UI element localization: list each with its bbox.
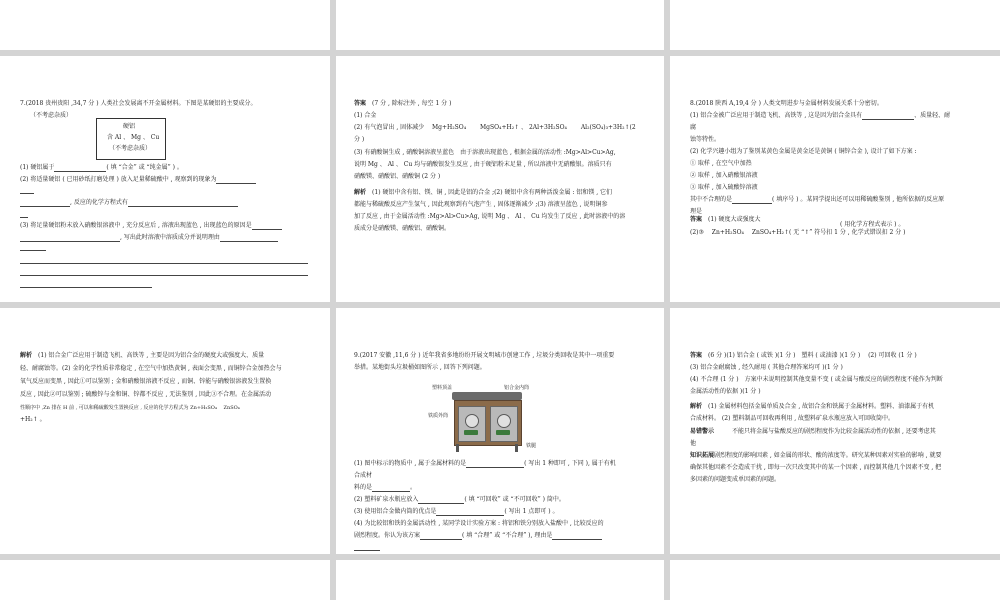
ans7-jx3: 加了反应 , 由于金属活动性 :Mg>Al>Cu>Ag, 说明 Mg 、 Al 、 Cu 均发生了反应 , 此时溶液中的溶: [354, 213, 626, 220]
bin-lid: [452, 392, 522, 400]
ans7-a3: (3) 有硝酸铜生成 , 硝酸铜溶液呈蓝色 由于溶液出现蓝色 , 根据金属的活动性 :Mg>Al>Cu>Ag,: [354, 149, 616, 156]
bin-leg: [456, 444, 459, 452]
ans9-warn: 易错警示 不能只将金属与盐酸反应的剧烈程度作为比较金属活动性的依据 , 还要考虑其: [690, 428, 936, 435]
jx8-l1: 解析 (1) 铝合金广泛应用于制造飞机、高铁等 , 主要是因为铝合金的硬度大或强度大、质量: [20, 352, 265, 359]
q7-s2: (2) 将适量硬铝 ( 已用砂纸打磨处理 ) 放入足量稀硫酸中 , 观察到的现象为: [20, 176, 256, 184]
q9-s2: (2) 塑料矿泉水瓶应放入 ( 填 “可回收” 或 “不可回收” ) 筒中。: [354, 496, 565, 503]
label-steel-outer: 铁质外筒: [428, 413, 449, 419]
q9-s1: (1) 图中标示的物质中 , 属于金属材料的是 ( 写出 1 种即可 , 下同 ), 属于有机: [354, 460, 616, 467]
q8-s3d: ( 用化学方程式表示 ) 。: [840, 221, 905, 228]
ans9-ext2: 确保其他因素不会造成干扰 , 即每一次只改变其中的某一个因素 , 而控制其他几个因素不变 , 把: [690, 464, 942, 471]
q8-o2: ② 取样 , 加入硝酸银溶液: [690, 172, 758, 179]
ans9-a1: (3) 铝合金耐腐蚀 , 经久耐用 ( 其他合理答案均可 )(1 分 ): [690, 364, 843, 371]
q9-s4: (4) 为比较铝和铁的金属活动性 , 某同学设计实验方案 : 将铝和铁分别放入盐酸中 , 比较反应的: [354, 520, 604, 527]
hard-aluminum-box: [96, 118, 166, 160]
page-top-center: [336, 0, 664, 50]
q7-stem: 7.(2018 贵州贵阳 ,34,7 分 ) 人类社会发展离不开金属材料。下图是某硬铝的主要成分。: [20, 100, 257, 107]
q8-stem: 8.(2018 陕西 A,19,4 分 ) 人类文明进步与金属材料发展关系十分密切。: [690, 100, 883, 107]
ans7-a1: (1) 合金: [354, 112, 377, 119]
page-answer-7: [336, 56, 664, 302]
q7-s2b: , 反应的化学方程式有: [20, 199, 238, 207]
bin-leg: [515, 444, 518, 452]
ans9-ext: 知识拓展剧烈程度的影响因素 , 如金属的形状、酸的浓度等。研究某种因素对实验的影响 , 就要: [690, 452, 942, 459]
ans7-a2: (2) 有气泡冒出 , 固体减少 Mg+H₂SO₄ MgSO₄+H₂↑ 、 2Al+3H₂SO₄ Al₂(SO₄)₃+3H₂↑(2: [354, 124, 636, 131]
page-question-7: [0, 56, 330, 302]
q8-ans1: 答案 (1) 硬度大或强度大: [690, 216, 761, 223]
ans9-jx1: 解析 (1) 金属材料包括金属单质及合金 , 故铝合金和铁属于金属材料。塑料、油漆属于有机: [690, 403, 935, 410]
answer-line: [354, 550, 380, 551]
recycle-icon: [465, 414, 479, 428]
answer-line: [20, 250, 46, 251]
answer-line: [20, 275, 308, 276]
jx8-l4: 反应 , 因此②可以鉴别 ; 硫酸锌与金和铜、锌都不反应 , 无法鉴别 , 因此③不合理。在金属活动: [20, 391, 272, 398]
box-line-1: 硬铝: [123, 123, 136, 130]
q8-s1d: 蚀等特性。: [690, 136, 721, 143]
page-bottom-left: [0, 560, 330, 600]
label-plastic-lid: 塑料顶盖: [432, 385, 453, 391]
ans7-a3c: 硝酸镁、硝酸铝、硝酸铜 (2 分 ): [354, 173, 441, 180]
q8-s3c: 理是: [690, 208, 703, 215]
q8-ans2: (2)③ Zn+H₂SO₄ ZnSO₄+H₂↑( 无 “↑” 符号扣 1 分 , 化学式错误扣 2 分 ): [690, 229, 906, 236]
label-alloy-inner: 铝合金内筒: [504, 385, 530, 391]
ans7-head: 答案 (7 分 , 除标注外 , 每空 1 分 ): [354, 100, 452, 107]
q7-s3b: , 写出此时溶液中溶质成分并说明理由: [20, 234, 278, 242]
ans7-jx2: 都能与稀硫酸反应产生氢气 , 因此观察到有气泡产生 , 固体逐渐减少 ;(3) 溶液呈蓝色 , 说明铜参: [354, 201, 608, 208]
jx8-l5: 性顺序中 ,Zn 排在 H 前 , 可以和稀硫酸发生置换反应 , 反应的化学方程式为 Zn+H₂SO₄ ZnSO₄: [20, 405, 240, 411]
page-answer-9: [670, 308, 1000, 554]
ans7-a2b: 分 ): [354, 136, 365, 143]
page-top-left: [0, 0, 330, 50]
q9-s1c: 合成材: [354, 472, 373, 479]
page-question-8: [670, 56, 1000, 302]
q9-s4b: 剧烈程度。你认为该方案 ( 填 “合理” 或 “不合理” ), 理由是: [354, 532, 602, 540]
label-iron-legs: 铁腿: [526, 443, 537, 449]
page-bottom-right: [670, 560, 1000, 600]
jx8-l2: 轻、耐腐蚀等。(2) 金的化学性质非常稳定 , 在空气中加热黄铜 , 表面会变黑 , 而铜锌合金加热会与: [20, 365, 282, 372]
q7-s1: (1) 硬铝属于 ( 填 “合金” 或 “纯金属” ) 。: [20, 164, 183, 171]
page-top-right: [670, 0, 1000, 50]
box-line-3: （不考虑杂质）: [109, 145, 152, 152]
jx8-l3: 氧气反应而变黑 , 因此①可以鉴别 ; 金和硝酸银溶液不反应 , 而铜、锌能与硝酸银溶液发生置换: [20, 378, 272, 385]
q8-s1c: 腐: [690, 124, 697, 131]
ans7-jx1: 解析 (1) 硬铝中含有铝、镁、铜 , 因此是铝的合金 ;(2) 硬铝中含有两种活泼金属 : 铝和镁 , 它们: [354, 189, 613, 196]
q9-s3: (3) 使用铝合金做内筒的优点是 ( 写出 1 点即可 ) 。: [354, 508, 559, 515]
ans9-a2: (4) 不合理 (1 分 ) 方案中未说明控制其他变量不变 ( 或金属与酸反应的剧烈程度不能作为判断: [690, 376, 943, 383]
answer-line: [20, 263, 308, 264]
q8-s1: (1) 铝合金被广泛应用于制造飞机、高铁等 , 这是因为铝合金具有 、质量轻、耐: [690, 112, 951, 119]
box-line-2: 含 Al 、 Mg 、 Cu: [107, 134, 160, 141]
ans9-ext3: 多因素的问题变成单因素的问题。: [690, 476, 781, 483]
ans9-a2b: 金属活动性的依据 )(1 分 ): [690, 388, 761, 395]
ans9-jx2: 合成材料。 (2) 塑料制品可回收再利用 , 故塑料矿泉水瓶应放入可回收筒中。: [690, 415, 895, 422]
answer-line: [20, 193, 34, 194]
q7-s3: (3) 将足量硬铝粉末放入硝酸银溶液中 , 充分反应后 , 溶液出现蓝色 , 出现蓝色的原因是: [20, 222, 282, 230]
page-bottom-center: [336, 560, 664, 600]
q9-stem: 9.(2017 安徽 ,11,6 分 ) 近年我省多地纷纷开展文明城市创建工作 , 垃圾分类回收是其中一项重要: [354, 352, 615, 359]
q8-s3: 其中不合理的是 ( 填序号 ) 。某同学提出还可以用稀硫酸鉴别 , 他所依据的反应原: [690, 196, 945, 203]
q8-o3: ③ 取样 , 加入硫酸锌溶液: [690, 184, 758, 191]
ans7-jx4: 质成分是硝酸镁、硝酸铝、硝酸铜。: [354, 225, 451, 232]
q7-note: （不考虑杂质）: [30, 112, 73, 119]
q9-s1d: 料的是 。: [354, 484, 417, 491]
ans9-warn2: 他: [690, 440, 697, 447]
q8-o1: ① 取样 , 在空气中加热: [690, 160, 752, 167]
page-question-9: [336, 308, 664, 554]
bin-sign: [464, 430, 478, 435]
q9-stem2: 举措。某地街头垃圾桶如图所示 , 回答下列问题。: [354, 364, 486, 371]
recycle-icon: [497, 414, 511, 428]
answer-line: [20, 287, 152, 288]
answer-line: [20, 217, 28, 218]
page-analysis-8: [0, 308, 330, 554]
bin-sign: [496, 430, 510, 435]
jx8-l6: +H₂↑ 。: [20, 416, 46, 423]
ans7-a3b: 说明 Mg 、 Al 、 Cu 均与硝酸银发生反应 , 由于硬铝粉末足量 , 所以溶液中无硝酸银。溶质只有: [354, 161, 612, 168]
ans9-a0: 答案 (6 分 )(1) 铝合金 ( 或铁 )(1 分 ) 塑料 ( 或油漆 )(1 分 ) (2) 可回收 (1 分 ): [690, 352, 917, 359]
q8-s2: (2) 化学兴趣小组为了鉴别某黄色金属是黄金还是黄铜 ( 铜锌合金 ), 设计了如下方案 :: [690, 148, 917, 155]
trash-bin-figure: [428, 385, 542, 454]
